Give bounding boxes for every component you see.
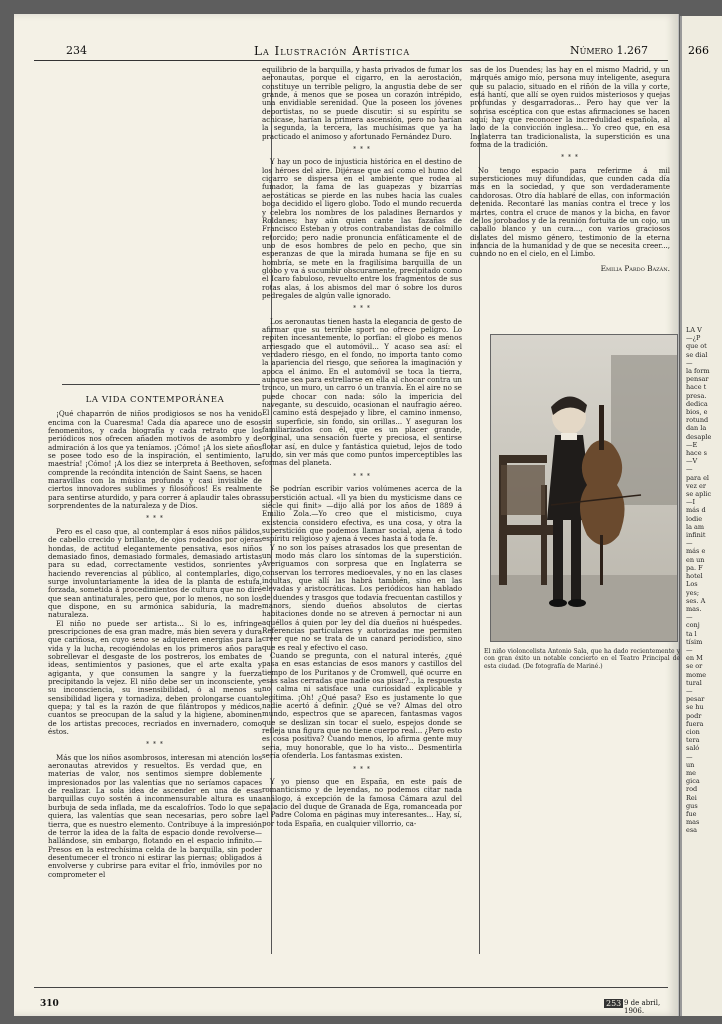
adjacent-page-line: se aplic xyxy=(686,490,712,499)
adjacent-page-line: se hu xyxy=(686,703,704,712)
adjacent-page-line: fuera xyxy=(686,719,704,728)
section-ornament: * * * xyxy=(353,472,371,480)
section-top-rule xyxy=(62,384,260,385)
adjacent-page-line: más e xyxy=(686,547,706,556)
adjacent-page-line: ses. A xyxy=(686,596,706,605)
adjacent-page-line: saló xyxy=(686,744,700,753)
adjacent-page-line: desaple xyxy=(686,432,712,441)
adjacent-page-line: conj xyxy=(686,621,700,630)
adjacent-page-line: LA V xyxy=(686,326,702,334)
column-1 xyxy=(48,386,262,971)
adjacent-page-line: ta l xyxy=(686,629,697,638)
author-signature: Emilia Pardo Bazán. xyxy=(600,263,670,273)
paragraph: Y yo pienso que en España, en este país de romanticismo y de leyendas, no podemos citar nada análogo, á excepción de la famosa Cámara azul del palacio del duque de Granada de Ega, romanceada por el Padre Coloma en páginas muy interesantes... Hay, sí, por toda España, en cualquier villorrio, ca- xyxy=(262,776,462,828)
paragraph: Se podrían escribir varios volúmenes acerca de la superstición actual. «Il ya bien du mysticisme dans ce siècle qui finit» —dijo allá por los años de 1889 á Emilio Zola.—Yo creo que el misticismo, cuya existencia considero efectiva, es una cosa, y otra la superstición que podemos llamar social, ajena á todo espíritu religioso y ajena á veces hasta á toda fe. xyxy=(262,484,462,544)
adjacent-page-line: un xyxy=(686,760,695,769)
adjacent-page-line: para el xyxy=(686,473,710,482)
adjacent-page-line: yes; xyxy=(686,588,700,597)
adjacent-page-line: en M xyxy=(686,654,703,663)
adjacent-page-line: cion xyxy=(686,727,700,736)
section-ornament: * * * xyxy=(353,305,371,313)
adjacent-page-line: mome xyxy=(686,670,707,679)
cellist-photograph xyxy=(490,334,678,642)
paragraph: sas de los Duendes; las hay en el mismo Madrid, y un marqués amigo mío, persona muy inteligente, asegura que su palacio, situado en el riñón de la villa y corte, está hantí, que allí se oyen ruidos misteriosos y quejas profundas y desgarradoras... Pero hay que ver la sonrisa escéptica con que estas afirmaciones se hacen aquí; hay que reconocer la incredulidad española, al lado de la convicción inglesa... Yo creo que, en esa Inglaterra tan tradicionalista, la superstición es una forma de la tradición. xyxy=(470,66,670,150)
column-2 xyxy=(262,66,462,971)
adjacent-page-line: la am xyxy=(686,522,705,531)
section-title: LA VIDA CONTEMPORÁNEA xyxy=(85,395,225,405)
adjacent-page-line: gica xyxy=(686,777,700,786)
adjacent-page-line: hace s xyxy=(686,449,707,458)
paragraph: Más que los niños asombrosos, interesan mi atención los aeronautas atrevidos y resueltos. Es verdad que, en materias de valor, nos sentimos siempre doblemente impresionados por las valentías que no seríamos capaces de realizar. La sola idea de ascender en una de esas barquillas cuyo sostén á inconmensurable altura es una burbuja de seda inflada, me da escalofríos. Todo lo que se quiera, las valentías que sean necesarias, pero sobre la tierra, que es nuestro elemento. Contribuye á la impresión de terror la idea de la falta de espacio donde revolverse—hallándose, sin embargo, flotando en el espacio infinito.—Presos en la estrechísima celda de la barquilla, sin poder desentumecer el tronco ni estirar las piernas; obligados á envolverse y cubrirse para evitar el frío, inmóviles por no comprometer el xyxy=(48,752,262,879)
paragraph: Y hay un poco de injusticia histórica en el destino de los héroes del aire. Dijérase que así como el humo del cigarro se dispersa en el ambiente que rodea al fumador, la fama de las guapezas y bizarrías aerostáticas se pierde en las nubes hacia las cuales boga decidido el ligero globo. Todo el mundo recuerda y celebra los nombres de los paladines Bernardos y Roldanes; hay aún quien cante las fazañas de Francisco Esteban y otros contrabandistas de colmillo retorcido; pero nadie pronuncia enfáticamente el de uno de esos hombres de pelo en pecho, que sin esperanzas de que la mirada humana se fije en su hombría, se mete en la fragilísima barquilla de un globo y va á sucumbir obscuramente, precipitado como el Icaro fabuloso, revuelto entre los fragmentos de sus rotas alas, á los abismos del mar ó sobre los duros pedregales de algún valle ignorado. xyxy=(262,157,462,300)
adjacent-page-line: —E xyxy=(686,440,698,449)
adjacent-page-line: lodie xyxy=(686,514,703,523)
adjacent-page-line: mas xyxy=(686,818,700,827)
header-rule xyxy=(34,60,668,61)
adjacent-page-line: en un xyxy=(686,555,705,564)
adjacent-page-line: rotund xyxy=(686,416,709,425)
section-ornament: * * * xyxy=(146,741,164,749)
page-number-header: 234 xyxy=(66,44,87,57)
adjacent-page-line: pensar xyxy=(686,375,709,384)
adjacent-page-line: — xyxy=(686,358,693,367)
adjacent-page-line: Los xyxy=(686,580,698,589)
adjacent-page-line: rod xyxy=(686,785,698,794)
photo-caption: El niño violoncelista Antonio Sala, que ha dado recientemente y con gran éxito un notable concierto en el Teatro Principal de esta ciudad. (De fotografía de Mariné.) xyxy=(484,648,680,670)
paragraph: El niño no puede ser artista... Si lo es, infringe prescripciones de esa gran madre, más bien severa y dura que cariñosa, en cuyo seno se adquieren energías para la vida y la lucha, recogiéndolas en los primeros años para sobrellevar el desgaste de los postreros, los embates de ideas, sentimientos y pasiones, que el arte exalta y agiganta, y que consumen la sangre y la fuerza precipitando la vejez. El niño debe ser un inconsciente, y su inconsciencia, su insensibilidad, ó al menos su sensibilidad ligera y tornadiza, deben prolongarse cuanto quepa; y tal es la razón de que filántropos y médicos, cuantos se preocupan de la salud y la higiene, abominen de los artistas precoces, recriados en invernadero, como éstos. xyxy=(48,618,262,737)
adjacent-page-line: bios, e xyxy=(686,408,708,417)
footer-rule xyxy=(34,987,668,988)
adjacent-page-number: 266 xyxy=(688,44,709,57)
adjacent-page-line: dedica xyxy=(686,399,708,408)
adjacent-page-line: —I xyxy=(686,498,696,507)
adjacent-page-line: me xyxy=(686,768,697,777)
adjacent-page-line: —V xyxy=(686,457,698,466)
adjacent-page-line: infinit xyxy=(686,531,706,540)
column-3 xyxy=(470,66,670,316)
adjacent-page-line: vez er xyxy=(686,481,706,490)
footer-page-number: 310 xyxy=(40,999,59,1009)
paragraph: Los aeronautas tienen hasta la elegancia de gesto de afirmar que su terrible sport no ofrece peligro. Lo repiten incesantemente, lo porfían: el globo es menos arriesgado que el automóvil... Y acaso sea así: el verdadero riesgo, en el fondo, no importa tanto como la apariencia del riesgo, que señorea la imaginación y apoca el ánimo. En el automóvil se toca la tierra, aunque sea para estrellarse en ella al chocar contra un tronco, un muro, un carro ó un tranvía. En el aire no se puede chocar con nada: sólo la impericia del navegante, su descuido, ocasionan el naufragio aéreo. El camino está despejado y libre, el camino inmenso, sin superficie, sin fondo, sin orillas... Y aseguran los familiarizados con él, que es un placer grande, original, una sensación fuerte y preciosa, el sentirse flotar así, en dulce y fantástica quietud, lejos de todo ruido, sin ver más que como puntos imperceptibles las formas del planeta. xyxy=(262,316,462,468)
issue-number: Número 1.267 xyxy=(570,44,648,57)
adjacent-page-line: hotel xyxy=(686,572,703,581)
paragraph: ¡Qué chaparrón de niños prodigiosos se nos ha venido encima con la Cuaresma! Cada día aparece uno de esos fenomenitos, y cada biografía y cada retrato que los periódicos nos ofrecen añaden motivos de asombro y de admiración á los que ya teníamos. ¡Cómo! ¡A los siete años se posee todo eso de la inspiración, el sentimiento, la maestría! ¡Cómo! ¡A los diez se interpreta á Beethoven, se comprende la recóndita intención de Saint Saens, se hacen maravillas con la música profunda y casi invisible de ciertos innovadores sublimes y filosóficos! Es realmente para sentirse aturdido, y para correr á aplaudir tales obras sorprendentes de la naturaleza y de Dios. xyxy=(48,409,262,511)
adjacent-page-line: hace t xyxy=(686,383,707,392)
magazine-title: La Ilustración Artística xyxy=(254,44,411,58)
archive-stamp: 253 xyxy=(606,999,622,1008)
adjacent-page-line: que ot xyxy=(686,342,707,351)
adjacent-page-line: gus xyxy=(686,801,698,810)
adjacent-page-line: esa xyxy=(686,826,698,835)
section-ornament: * * * xyxy=(353,765,371,773)
paragraph: equilibrio de la barquilla, y hasta privados de fumar los aeronautas, porque el cigarro, en la aerostación, constituye un terrible peligro, la angustia debe de ser grande, á menos que se posea un corazón intrépido, una envidiable serenidad. Que la poseen los jóvenes deportistas, no se puede discutir: si su espíritu se achicase, harían la primera ascensión, pero no harían la segunda, la tercera, las muchísimas que ya ha practicado el animoso y afortunado Fernández Duro. xyxy=(262,66,462,141)
cellist-illustration xyxy=(491,335,677,641)
adjacent-page-line: tural xyxy=(686,678,702,687)
adjacent-page-line: se dial xyxy=(686,350,708,359)
adjacent-page-line: mas. xyxy=(686,604,702,613)
adjacent-page-line: — xyxy=(686,539,693,548)
adjacent-page-line: tera xyxy=(686,736,700,745)
section-ornament: * * * xyxy=(561,154,579,162)
adjacent-page-line: presa. xyxy=(686,391,707,400)
adjacent-page-line: tísim xyxy=(686,637,703,646)
adjacent-page-line: Rei xyxy=(686,793,697,802)
paragraph: Cuando se pregunta, con el natural interés, ¿qué pasa en esas estancias de esos manors y castillos del tiempo de los Puritanos y de Cromwell, qué ocurre en esas salas cerradas que nadie osa pisar?.., la respuesta no calma ni satisface una curiosidad explicable y legítima. ¡Oh! ¿Qué pasa? Eso es justamente lo que nadie acertó á definir. ¿Qué se ve? Almas del otro mundo, espectros que se aparecen, fantasmas vagos que se deslizan sin tocar el suelo, espejos donde se refleja una figura que no tiene cuerpo real... ¿Pero esto es cosa positiva? Cuando menos, lo afirma gente muy seria, muy honorable, que lo ha visto... Desmentirla sería ofenderla. Los fantasmas existen. xyxy=(262,651,462,761)
section-ornament: * * * xyxy=(353,146,371,154)
adjacent-page-line: — xyxy=(686,645,693,654)
section-ornament: * * * xyxy=(146,515,164,523)
adjacent-page-line: se or xyxy=(686,662,703,671)
adjacent-page-line: fue xyxy=(686,809,697,818)
adjacent-page-line: pesar xyxy=(686,695,705,704)
adjacent-page-line: podr xyxy=(686,711,702,720)
footer-date: 9 de abril, 1906. xyxy=(624,999,661,1015)
adjacent-page-line: más d xyxy=(686,506,706,515)
adjacent-page-line: — xyxy=(686,465,693,474)
paragraph: Y no son los países atrasados los que presentan de un modo más claro los síntomas de la superstición. Averiguamos con sorpresa que en Inglaterra se conservan los terrores medioevales, y no en las clases incultas, que allí las habrá también, sino en las elevadas y aristocráticas. Los periódicos han hablado de duendes y trasgos que todavía frecuentan castillos y manors, siendo dueños absolutos de ciertas habitaciones donde no se atreven á pernoctar ni aun aquéllos á quien por ley del día dueños ni huéspedes. Referencias particulares y autorizadas me permiten creer que no se trata de un canard periodístico, sino que es real y efectivo el caso. xyxy=(262,542,462,652)
adjacent-page-line: dan la xyxy=(686,424,707,433)
adjacent-page-line: pa. F xyxy=(686,563,703,572)
adjacent-page-text xyxy=(682,326,722,835)
adjacent-page-line: — xyxy=(686,613,693,622)
paragraph: Pero es el caso que, al contemplar á esos niños pálidos, de cabello crecido y brillante, de ojos rodeados por ojeras hondas, de actitud elegantemente pensativa, esos niños demasiado finos, demasiado formales, demasiado artistas para su edad, correctamente vestidos, sonrientes y haciendo reverencias al público, al contemplarles, digo, surge involuntariamente la idea de la planta de estufa, forzada, sometida á procedimientos de cultura que no diré que sean antinaturales, pero que, por lo menos, no son los que dispone, en su armónica sabiduría, la madre naturaleza. xyxy=(48,526,262,620)
magazine-page xyxy=(14,14,679,1016)
adjacent-page-edge xyxy=(680,16,722,1016)
adjacent-page-line: —¿P xyxy=(686,334,701,343)
adjacent-page-line: la form xyxy=(686,367,710,376)
adjacent-page-line: — xyxy=(686,752,693,761)
adjacent-page-line: — xyxy=(686,686,693,695)
paragraph: No tengo espacio para referirme á mil supersticiones muy difundidas, que cunden cada día más en la sociedad, y que son verdaderamente candorosas. Otro día hablaré de ellas, con información detenida. Recontaré las manías contra el trece y los martes, contra el cruce de manos y la bicha, en favor de los jorobados y de la reunión fortuita de un cojo, un caballo blanco y un cura..., con varios graciosos dislates del mismo género, testimonio de la eterna infancia de la humanidad y de que se necesita creer..., cuando no en el cielo, en el Limbo. xyxy=(470,165,670,259)
